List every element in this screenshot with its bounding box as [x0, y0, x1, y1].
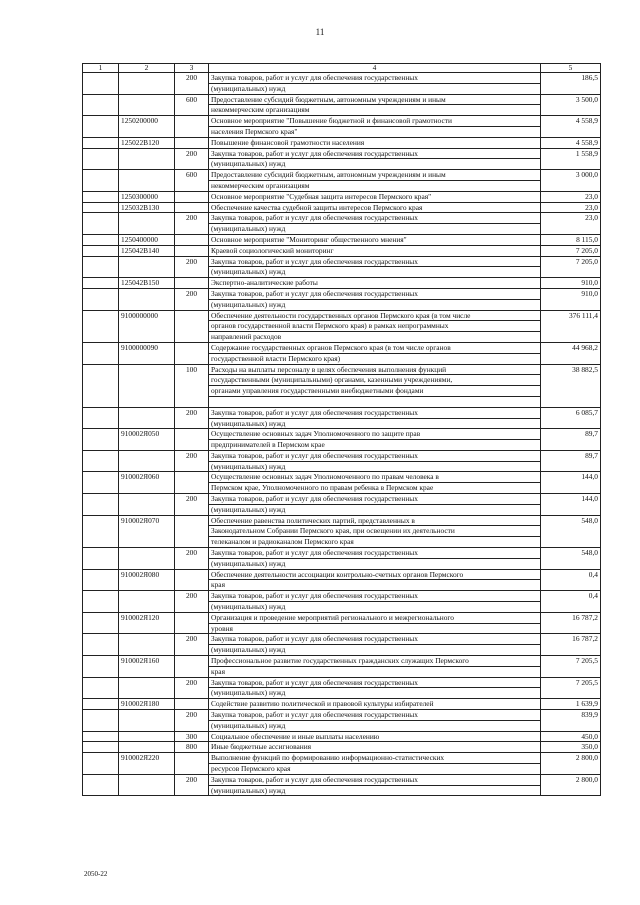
cell-col-1 — [83, 116, 119, 138]
cell-col-1 — [83, 288, 119, 310]
cell-description — [209, 407, 541, 429]
cell-col-1 — [83, 591, 119, 613]
cell-expense-type: 200 — [175, 288, 209, 310]
cell-col-1 — [83, 342, 119, 364]
cell-amount: 1 558,9 — [541, 148, 601, 170]
header-col-3: 3 — [175, 64, 209, 73]
cell-amount: 910,0 — [541, 278, 601, 289]
description-line: (муниципальных) нужд — [211, 558, 286, 568]
cell-target-code: 910002Я080 — [119, 569, 175, 591]
table-row — [83, 569, 601, 591]
cell-col-1 — [83, 234, 119, 245]
cell-amount: 6 085,7 — [541, 407, 601, 429]
table-row — [83, 515, 601, 547]
description-line: Основное мероприятие "Повышение бюджетной и финансовой грамотности — [209, 116, 540, 127]
description-line: Закупка товаров, работ и услуг для обеспечения государственных — [209, 548, 540, 559]
table-row — [83, 450, 601, 472]
cell-col-1 — [83, 548, 119, 570]
cell-target-code: 910002Я180 — [119, 699, 175, 710]
cell-amount: 3 500,0 — [541, 94, 601, 116]
table-row — [83, 191, 601, 202]
cell-col-1 — [83, 429, 119, 451]
cell-amount: 1 639,9 — [541, 699, 601, 710]
cell-amount: 7 205,5 — [541, 677, 601, 699]
description-line: Содержание государственных органов Пермского края (в том числе органов — [209, 343, 540, 354]
cell-amount: 548,0 — [541, 548, 601, 570]
table-body — [83, 73, 601, 796]
cell-target-code — [119, 774, 175, 796]
cell-description — [209, 288, 541, 310]
table-row — [83, 677, 601, 699]
cell-description — [209, 450, 541, 472]
description-line: (муниципальных) нужд — [211, 602, 286, 612]
cell-col-1 — [83, 407, 119, 429]
description-line: Закупка товаров, работ и услуг для обеспечения государственных — [209, 289, 540, 300]
description-line: Закупка товаров, работ и услуг для обеспечения государственных — [209, 149, 540, 160]
table-row — [83, 148, 601, 170]
description-line: края — [211, 580, 225, 590]
cell-col-1 — [83, 202, 119, 213]
description-line: телеканалом и радиоканалом Пермского края — [211, 537, 354, 547]
cell-target-code: 125022В120 — [119, 137, 175, 148]
description-line: Осуществление основных задач Уполномоченного по правам человека в — [209, 472, 540, 483]
cell-amount: 839,9 — [541, 710, 601, 732]
cell-target-code: 125032В130 — [119, 202, 175, 213]
description-line: (муниципальных) нужд — [211, 645, 286, 655]
description-line: (муниципальных) нужд — [211, 159, 286, 169]
table-row — [83, 753, 601, 775]
cell-expense-type: 200 — [175, 407, 209, 429]
cell-target-code — [119, 94, 175, 116]
cell-expense-type — [175, 342, 209, 364]
description-line: населения Пермского края" — [211, 126, 298, 136]
cell-expense-type: 600 — [175, 170, 209, 192]
cell-amount: 89,7 — [541, 429, 601, 451]
description-line: Пермском крае, Уполномоченного по правам ребенка в Пермском крае — [211, 483, 434, 493]
cell-expense-type: 200 — [175, 548, 209, 570]
cell-col-1 — [83, 634, 119, 656]
cell-col-1 — [83, 450, 119, 472]
cell-expense-type: 200 — [175, 774, 209, 796]
cell-target-code — [119, 634, 175, 656]
cell-description — [209, 494, 541, 516]
header-col-5: 5 — [541, 64, 601, 73]
description-line: Закупка товаров, работ и услуг для обеспечения государственных — [209, 451, 540, 462]
cell-expense-type: 800 — [175, 742, 209, 753]
cell-target-code — [119, 731, 175, 742]
cell-expense-type — [175, 699, 209, 710]
description-line: Обеспечение деятельности ассоциации контрольно-счетных органов Пермского — [209, 570, 540, 581]
cell-description — [209, 591, 541, 613]
cell-col-1 — [83, 278, 119, 289]
cell-target-code: 125042В150 — [119, 278, 175, 289]
cell-amount: 16 787,2 — [541, 612, 601, 634]
description-line: Закупка товаров, работ и услуг для обеспечения государственных — [209, 408, 540, 419]
cell-amount: 910,0 — [541, 288, 601, 310]
description-line: (муниципальных) нужд — [211, 461, 286, 471]
cell-expense-type — [175, 569, 209, 591]
description-line: уровня — [211, 623, 233, 633]
cell-target-code — [119, 494, 175, 516]
cell-target-code — [119, 170, 175, 192]
table-row — [83, 612, 601, 634]
cell-col-1 — [83, 612, 119, 634]
description-line: Экспертно-аналитические работы — [211, 278, 318, 288]
table-row — [83, 342, 601, 364]
cell-target-code: 910002Я050 — [119, 429, 175, 451]
cell-target-code: 9100000000 — [119, 310, 175, 342]
cell-description — [209, 202, 541, 213]
cell-expense-type: 200 — [175, 256, 209, 278]
cell-col-1 — [83, 170, 119, 192]
cell-amount: 23,0 — [541, 191, 601, 202]
description-line: Закупка товаров, работ и услуг для обеспечения государственных — [209, 634, 540, 645]
cell-description — [209, 429, 541, 451]
description-line: предпринимателей в Пермском крае — [211, 440, 325, 450]
cell-description — [209, 148, 541, 170]
cell-expense-type: 200 — [175, 494, 209, 516]
description-line: Профессиональное развитие государственных гражданских служащих Пермского — [209, 656, 540, 667]
cell-description — [209, 699, 541, 710]
description-line: Содействие развитию политической и правовой культуры избирателей — [211, 699, 434, 709]
cell-description — [209, 753, 541, 775]
table-row — [83, 591, 601, 613]
cell-col-1 — [83, 774, 119, 796]
cell-col-1 — [83, 256, 119, 278]
cell-expense-type — [175, 753, 209, 775]
description-line — [209, 397, 540, 407]
cell-amount: 186,5 — [541, 73, 601, 95]
cell-target-code: 910002Я120 — [119, 612, 175, 634]
cell-target-code — [119, 148, 175, 170]
cell-amount: 144,0 — [541, 494, 601, 516]
cell-target-code — [119, 677, 175, 699]
cell-target-code — [119, 288, 175, 310]
cell-description — [209, 94, 541, 116]
description-line: Законодательном Собрании Пермского края, при освещении их деятельности — [209, 526, 540, 537]
cell-description — [209, 278, 541, 289]
description-line: Основное мероприятие "Мониторинг общественного мнения" — [211, 234, 407, 244]
cell-description — [209, 213, 541, 235]
cell-expense-type: 100 — [175, 364, 209, 407]
cell-target-code: 9100000090 — [119, 342, 175, 364]
cell-expense-type — [175, 116, 209, 138]
cell-target-code: 1250300000 — [119, 191, 175, 202]
description-line: Предоставление субсидий бюджетным, автономным учреждениям и иным — [209, 95, 540, 106]
description-line: Осуществление основных задач Уполномоченного по защите прав — [209, 429, 540, 440]
cell-target-code — [119, 407, 175, 429]
cell-amount: 4 558,9 — [541, 137, 601, 148]
table-row — [83, 656, 601, 678]
budget-table — [82, 63, 601, 796]
cell-expense-type: 200 — [175, 634, 209, 656]
cell-amount: 7 205,5 — [541, 656, 601, 678]
cell-target-code — [119, 742, 175, 753]
cell-target-code — [119, 73, 175, 95]
table-row — [83, 288, 601, 310]
cell-col-1 — [83, 213, 119, 235]
cell-description — [209, 656, 541, 678]
cell-description — [209, 677, 541, 699]
cell-description — [209, 569, 541, 591]
cell-col-1 — [83, 472, 119, 494]
cell-expense-type — [175, 245, 209, 256]
cell-description — [209, 364, 541, 407]
cell-description — [209, 310, 541, 342]
cell-col-1 — [83, 73, 119, 95]
description-line: (муниципальных) нужд — [211, 224, 286, 234]
cell-expense-type — [175, 612, 209, 634]
table-row — [83, 234, 601, 245]
cell-target-code: 910002Я070 — [119, 515, 175, 547]
description-line: Закупка товаров, работ и услуг для обеспечения государственных — [209, 213, 540, 224]
cell-amount: 4 558,9 — [541, 116, 601, 138]
table-row — [83, 494, 601, 516]
description-line: Предоставление субсидий бюджетным, автономным учреждениям и иным — [209, 170, 540, 181]
cell-target-code — [119, 213, 175, 235]
table-row — [83, 256, 601, 278]
description-line: (муниципальных) нужд — [211, 418, 286, 428]
cell-col-1 — [83, 656, 119, 678]
cell-amount: 2 800,0 — [541, 774, 601, 796]
cell-col-1 — [83, 742, 119, 753]
cell-target-code: 1250400000 — [119, 234, 175, 245]
table-row — [83, 245, 601, 256]
cell-description — [209, 634, 541, 656]
table-row — [83, 731, 601, 742]
cell-amount: 376 111,4 — [541, 310, 601, 342]
page-number: 11 — [315, 27, 325, 37]
cell-expense-type — [175, 472, 209, 494]
table-row — [83, 213, 601, 235]
cell-expense-type: 200 — [175, 591, 209, 613]
cell-expense-type — [175, 191, 209, 202]
description-line: Иные бюджетные ассигнования — [211, 742, 312, 752]
description-line: Обеспечение равенства политических партий, представленных в — [209, 516, 540, 527]
cell-target-code: 910002Я160 — [119, 656, 175, 678]
description-line: Краевой социологический мониторинг — [211, 245, 334, 255]
cell-expense-type: 200 — [175, 213, 209, 235]
cell-col-1 — [83, 245, 119, 256]
description-line: Повышение финансовой грамотности населения — [211, 137, 365, 147]
cell-col-1 — [83, 515, 119, 547]
description-line: Основное мероприятие "Судебная защита интересов Пермского края" — [211, 191, 432, 201]
cell-amount: 2 800,0 — [541, 753, 601, 775]
table-row — [83, 137, 601, 148]
cell-col-1 — [83, 569, 119, 591]
cell-expense-type: 200 — [175, 73, 209, 95]
cell-description — [209, 548, 541, 570]
cell-col-1 — [83, 677, 119, 699]
cell-target-code — [119, 364, 175, 407]
description-line: Закупка товаров, работ и услуг для обеспечения государственных — [209, 494, 540, 505]
cell-col-1 — [83, 310, 119, 342]
table-row — [83, 170, 601, 192]
description-line: Социальное обеспечение и иные выплаты населению — [211, 731, 380, 741]
cell-col-1 — [83, 137, 119, 148]
cell-amount: 23,0 — [541, 213, 601, 235]
description-line: государственными (муниципальными) органами, казенными учреждениями, — [209, 375, 540, 386]
cell-amount: 8 115,0 — [541, 234, 601, 245]
table-row — [83, 407, 601, 429]
cell-amount: 3 000,0 — [541, 170, 601, 192]
cell-target-code: 910002Я060 — [119, 472, 175, 494]
cell-expense-type: 200 — [175, 710, 209, 732]
cell-amount: 38 882,5 — [541, 364, 601, 407]
table-row — [83, 94, 601, 116]
cell-col-1 — [83, 364, 119, 407]
cell-description — [209, 137, 541, 148]
cell-col-1 — [83, 753, 119, 775]
description-line: (муниципальных) нужд — [211, 504, 286, 514]
cell-description — [209, 191, 541, 202]
cell-expense-type — [175, 429, 209, 451]
cell-expense-type: 600 — [175, 94, 209, 116]
description-line: Обеспечение деятельности государственных органов Пермского края (в том числе — [209, 311, 540, 322]
cell-description — [209, 234, 541, 245]
cell-expense-type: 300 — [175, 731, 209, 742]
cell-amount: 7 205,0 — [541, 256, 601, 278]
description-line: Закупка товаров, работ и услуг для обеспечения государственных — [209, 73, 540, 84]
cell-description — [209, 731, 541, 742]
description-line: (муниципальных) нужд — [211, 299, 286, 309]
cell-expense-type — [175, 310, 209, 342]
description-line: Организация и проведение мероприятий регионального и межрегионального — [209, 613, 540, 624]
table-row — [83, 73, 601, 95]
description-line: (муниципальных) нужд — [211, 83, 286, 93]
header-col-4: 4 — [209, 64, 541, 73]
table-row — [83, 710, 601, 732]
description-line: Выполнение функций по формированию информационно-статистических — [209, 753, 540, 764]
cell-description — [209, 73, 541, 95]
table-row — [83, 548, 601, 570]
cell-description — [209, 170, 541, 192]
description-line: Закупка товаров, работ и услуг для обеспечения государственных — [209, 678, 540, 689]
cell-description — [209, 256, 541, 278]
table-row — [83, 364, 601, 407]
cell-amount: 44 968,2 — [541, 342, 601, 364]
table-row — [83, 310, 601, 342]
cell-target-code: 125042В140 — [119, 245, 175, 256]
description-line: Закупка товаров, работ и услуг для обеспечения государственных — [209, 591, 540, 602]
cell-expense-type: 200 — [175, 450, 209, 472]
cell-target-code — [119, 548, 175, 570]
description-line: ресурсов Пермского края — [211, 764, 291, 773]
cell-col-1 — [83, 494, 119, 516]
description-line: (муниципальных) нужд — [211, 688, 286, 698]
description-line: края — [211, 666, 225, 676]
description-line: Закупка товаров, работ и услуг для обеспечения государственных — [209, 775, 540, 786]
cell-target-code — [119, 450, 175, 472]
header-col-1: 1 — [83, 64, 119, 73]
cell-col-1 — [83, 191, 119, 202]
cell-col-1 — [83, 731, 119, 742]
table-row — [83, 472, 601, 494]
cell-expense-type — [175, 137, 209, 148]
description-line: органами управления государственными внебюджетными фондами — [209, 386, 540, 397]
description-line: некоммерческим организациям — [211, 105, 310, 115]
cell-target-code: 1250200000 — [119, 116, 175, 138]
cell-target-code — [119, 591, 175, 613]
cell-expense-type: 200 — [175, 148, 209, 170]
table-row — [83, 278, 601, 289]
cell-expense-type: 200 — [175, 677, 209, 699]
cell-target-code — [119, 710, 175, 732]
cell-description — [209, 742, 541, 753]
cell-amount: 0,4 — [541, 591, 601, 613]
cell-amount: 350,0 — [541, 742, 601, 753]
cell-target-code: 910002Я220 — [119, 753, 175, 775]
description-line: (муниципальных) нужд — [211, 267, 286, 277]
header-col-2: 2 — [119, 64, 175, 73]
description-line: Закупка товаров, работ и услуг для обеспечения государственных — [209, 710, 540, 721]
cell-expense-type — [175, 234, 209, 245]
cell-amount: 7 205,0 — [541, 245, 601, 256]
cell-col-1 — [83, 699, 119, 710]
cell-col-1 — [83, 148, 119, 170]
cell-expense-type — [175, 278, 209, 289]
cell-expense-type — [175, 202, 209, 213]
cell-amount: 16 787,2 — [541, 634, 601, 656]
table-row — [83, 774, 601, 796]
description-line: Расходы на выплаты персоналу в целях обеспечения выполнения функций — [209, 365, 540, 376]
cell-description — [209, 515, 541, 547]
description-line: (муниципальных) нужд — [211, 720, 286, 730]
cell-target-code — [119, 256, 175, 278]
cell-description — [209, 612, 541, 634]
description-line: Обеспечение качества судебной защиты интересов Пермского края — [211, 202, 423, 212]
description-line: государственной власти Пермского края) — [211, 353, 341, 363]
table-row — [83, 699, 601, 710]
description-line: органов государственной власти Пермского края) в рамках непрограммных — [209, 321, 540, 332]
cell-amount: 450,0 — [541, 731, 601, 742]
table-row — [83, 202, 601, 213]
document-code: 2050-22 — [84, 870, 108, 878]
cell-expense-type — [175, 656, 209, 678]
cell-amount: 144,0 — [541, 472, 601, 494]
cell-col-1 — [83, 710, 119, 732]
cell-amount: 548,0 — [541, 515, 601, 547]
description-line: некоммерческим организациям — [211, 180, 310, 190]
description-line: (муниципальных) нужд — [211, 785, 286, 795]
cell-description — [209, 710, 541, 732]
table-row — [83, 116, 601, 138]
table-row — [83, 742, 601, 753]
description-line: направлений расходов — [211, 332, 282, 342]
cell-expense-type — [175, 515, 209, 547]
cell-amount: 23,0 — [541, 202, 601, 213]
cell-amount: 0,4 — [541, 569, 601, 591]
cell-description — [209, 245, 541, 256]
cell-description — [209, 116, 541, 138]
table-header-row — [83, 64, 601, 73]
cell-description — [209, 472, 541, 494]
table-row — [83, 634, 601, 656]
description-line: Закупка товаров, работ и услуг для обеспечения государственных — [209, 257, 540, 268]
table-row — [83, 429, 601, 451]
cell-description — [209, 342, 541, 364]
cell-col-1 — [83, 94, 119, 116]
cell-description — [209, 774, 541, 796]
cell-amount: 89,7 — [541, 450, 601, 472]
